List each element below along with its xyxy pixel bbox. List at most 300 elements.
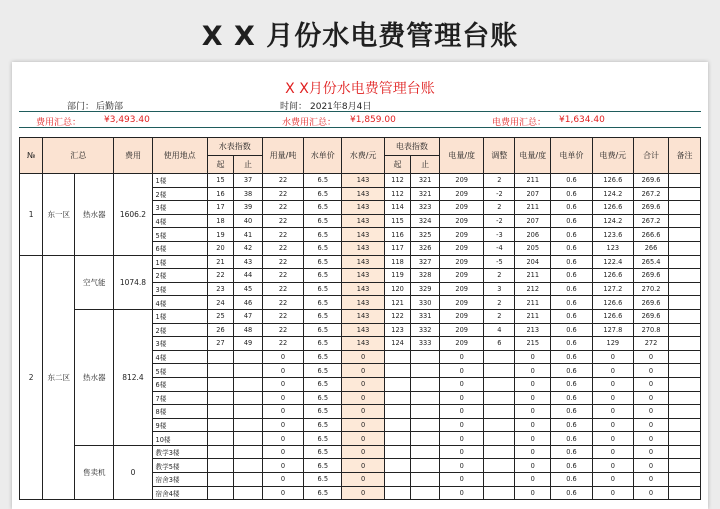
water-fee-cell: 143 (342, 201, 384, 215)
row-total-cell: 269.6 (634, 174, 669, 188)
row-total-cell: 0 (634, 486, 669, 500)
power-price-cell: 0.6 (551, 350, 592, 364)
power-start-cell (384, 405, 411, 419)
adjust-cell (484, 350, 515, 364)
row-total-cell: 270.8 (634, 323, 669, 337)
header-water-price: 水单价 (304, 138, 342, 174)
adjust-cell: -3 (484, 228, 515, 242)
ledger-sheet (12, 62, 708, 509)
power-adjusted-cell: 0 (515, 473, 551, 487)
power-usage-cell: 209 (439, 309, 484, 323)
water-start-cell: 20 (207, 241, 234, 255)
water-price-cell: 6.5 (304, 241, 342, 255)
adjust-cell (484, 473, 515, 487)
time-value: 2021年8月4日 (310, 102, 372, 112)
power-price-cell: 0.6 (551, 459, 592, 473)
note-cell (669, 473, 701, 487)
water-fee-cell: 0 (342, 364, 384, 378)
power-price-cell: 0.6 (551, 364, 592, 378)
power-usage-cell: 0 (439, 418, 484, 432)
water-start-cell (207, 364, 234, 378)
water-usage-cell: 22 (262, 187, 303, 201)
water-usage-cell: 22 (262, 228, 303, 242)
device-cost: 812.4 (114, 309, 152, 445)
power-price-cell: 0.6 (551, 214, 592, 228)
water-end-cell: 40 (234, 214, 263, 228)
row-total-cell: 0 (634, 459, 669, 473)
time-label: 时间： (280, 102, 308, 112)
adjust-cell: -2 (484, 214, 515, 228)
power-adjusted-cell: 215 (515, 337, 551, 351)
power-fee-cell: 124.2 (592, 214, 633, 228)
water-fee-cell: 143 (342, 241, 384, 255)
device-cost: 1606.2 (114, 174, 152, 256)
power-end-cell (411, 486, 440, 500)
water-end-cell: 45 (234, 282, 263, 296)
power-start-cell (384, 377, 411, 391)
power-end-cell: 330 (411, 296, 440, 310)
water-start-cell: 26 (207, 323, 234, 337)
power-end-cell (411, 473, 440, 487)
power-usage-cell: 0 (439, 459, 484, 473)
power-end-cell (411, 391, 440, 405)
adjust-cell (484, 364, 515, 378)
water-price-cell: 6.5 (304, 418, 342, 432)
water-end-cell: 41 (234, 228, 263, 242)
water-usage-cell: 0 (262, 418, 303, 432)
power-start-cell: 112 (384, 174, 411, 188)
water-fee-cell: 0 (342, 391, 384, 405)
note-cell (669, 350, 701, 364)
power-price-cell: 0.6 (551, 391, 592, 405)
note-cell (669, 296, 701, 310)
power-price-cell: 0.6 (551, 405, 592, 419)
water-start-cell: 21 (207, 255, 234, 269)
water-start-cell (207, 459, 234, 473)
note-cell (669, 323, 701, 337)
power-fee-cell: 127.2 (592, 282, 633, 296)
water-end-cell: 49 (234, 337, 263, 351)
note-cell (669, 391, 701, 405)
power-end-cell: 323 (411, 201, 440, 215)
adjust-cell: 3 (484, 282, 515, 296)
water-fee-cell: 0 (342, 445, 384, 459)
water-usage-cell: 22 (262, 282, 303, 296)
power-fee-cell: 126.6 (592, 174, 633, 188)
row-total-cell: 267.2 (634, 214, 669, 228)
power-fee-cell: 0 (592, 432, 633, 446)
power-fee-cell: 122.4 (592, 255, 633, 269)
power-fee-cell: 124.2 (592, 187, 633, 201)
power-adjusted-cell: 0 (515, 445, 551, 459)
device-cost: 0 (114, 445, 152, 499)
power-usage-cell: 0 (439, 473, 484, 487)
row-total-cell: 0 (634, 391, 669, 405)
water-price-cell: 6.5 (304, 255, 342, 269)
water-price-cell: 6.5 (304, 459, 342, 473)
power-price-cell: 0.6 (551, 473, 592, 487)
group-area: 东一区 (43, 174, 75, 256)
row-total-cell: 0 (634, 418, 669, 432)
note-cell (669, 228, 701, 242)
water-start-cell: 19 (207, 228, 234, 242)
row-total-cell: 266.6 (634, 228, 669, 242)
group-number: 1 (20, 174, 43, 256)
power-end-cell: 321 (411, 174, 440, 188)
adjust-cell: 2 (484, 201, 515, 215)
water-fee-cell: 0 (342, 432, 384, 446)
power-start-cell (384, 473, 411, 487)
power-fee-cell: 0 (592, 350, 633, 364)
water-start-cell (207, 405, 234, 419)
water-usage-cell: 0 (262, 432, 303, 446)
power-price-cell: 0.6 (551, 187, 592, 201)
power-price-cell: 0.6 (551, 486, 592, 500)
power-usage-cell: 209 (439, 174, 484, 188)
power-start-cell: 114 (384, 201, 411, 215)
power-adjusted-cell: 204 (515, 255, 551, 269)
location-cell: 8楼 (152, 405, 207, 419)
power-start-cell: 119 (384, 269, 411, 283)
water-end-cell (234, 473, 263, 487)
water-fee-cell: 0 (342, 486, 384, 500)
water-usage-cell: 22 (262, 337, 303, 351)
location-cell: 1楼 (152, 174, 207, 188)
water-end-cell: 46 (234, 296, 263, 310)
device-type: 热水器 (75, 174, 114, 256)
location-cell: 4楼 (152, 214, 207, 228)
location-cell: 3楼 (152, 337, 207, 351)
water-usage-cell: 0 (262, 364, 303, 378)
water-end-cell (234, 405, 263, 419)
water-price-cell: 6.5 (304, 323, 342, 337)
location-cell: 2楼 (152, 187, 207, 201)
water-end-cell (234, 445, 263, 459)
note-cell (669, 337, 701, 351)
header-power-price: 电单价 (551, 138, 592, 174)
power-fee-cell: 0 (592, 405, 633, 419)
row-total-cell: 0 (634, 377, 669, 391)
power-adjusted-cell: 0 (515, 486, 551, 500)
power-end-cell (411, 377, 440, 391)
water-usage-cell: 22 (262, 296, 303, 310)
water-price-cell: 6.5 (304, 350, 342, 364)
power-usage-cell: 209 (439, 255, 484, 269)
row-total-cell: 269.6 (634, 296, 669, 310)
water-end-cell: 48 (234, 323, 263, 337)
power-adjusted-cell: 0 (515, 364, 551, 378)
header-note: 备注 (669, 138, 701, 174)
water-fee-cell: 143 (342, 228, 384, 242)
note-cell (669, 174, 701, 188)
water-usage-cell: 0 (262, 405, 303, 419)
water-price-cell: 6.5 (304, 364, 342, 378)
header-water-meter: 水表指数 (207, 138, 262, 156)
location-cell: 宿舍3楼 (152, 473, 207, 487)
power-end-cell (411, 432, 440, 446)
totals-divider (19, 127, 701, 128)
power-adjusted-cell: 211 (515, 174, 551, 188)
water-usage-cell: 0 (262, 486, 303, 500)
power-usage-cell: 0 (439, 364, 484, 378)
water-price-cell: 6.5 (304, 201, 342, 215)
water-start-cell (207, 473, 234, 487)
power-usage-cell: 209 (439, 337, 484, 351)
water-price-cell: 6.5 (304, 337, 342, 351)
power-end-cell: 328 (411, 269, 440, 283)
department-value: 后勤部 (96, 102, 124, 112)
power-end-cell: 321 (411, 187, 440, 201)
power-adjusted-cell: 0 (515, 418, 551, 432)
power-price-cell: 0.6 (551, 241, 592, 255)
adjust-cell (484, 459, 515, 473)
row-total-cell: 267.2 (634, 187, 669, 201)
water-end-cell: 37 (234, 174, 263, 188)
water-usage-cell: 0 (262, 350, 303, 364)
note-cell (669, 241, 701, 255)
power-adjusted-cell: 211 (515, 309, 551, 323)
adjust-cell: 2 (484, 309, 515, 323)
power-price-cell: 0.6 (551, 201, 592, 215)
water-price-cell: 6.5 (304, 473, 342, 487)
power-adjusted-cell: 206 (515, 228, 551, 242)
water-usage-cell: 22 (262, 309, 303, 323)
water-end-cell (234, 364, 263, 378)
water-start-cell: 27 (207, 337, 234, 351)
power-end-cell (411, 459, 440, 473)
power-fee-cell: 0 (592, 391, 633, 405)
power-adjusted-cell: 207 (515, 187, 551, 201)
location-cell: 3楼 (152, 201, 207, 215)
note-cell (669, 269, 701, 283)
header-water-start: 起 (207, 156, 234, 174)
location-cell: 9楼 (152, 418, 207, 432)
water-end-cell (234, 350, 263, 364)
power-end-cell: 327 (411, 255, 440, 269)
power-price-cell: 0.6 (551, 269, 592, 283)
adjust-cell (484, 391, 515, 405)
water-fee-cell: 143 (342, 187, 384, 201)
row-total-cell: 0 (634, 445, 669, 459)
water-fee-cell: 143 (342, 282, 384, 296)
device-type: 空气能 (75, 255, 114, 309)
water-price-cell: 6.5 (304, 174, 342, 188)
water-price-cell: 6.5 (304, 296, 342, 310)
power-fee-cell: 123 (592, 241, 633, 255)
header-power-fee: 电费/元 (592, 138, 633, 174)
water-start-cell: 17 (207, 201, 234, 215)
water-fee-cell: 0 (342, 418, 384, 432)
header-location: 使用地点 (152, 138, 207, 174)
power-usage-cell: 209 (439, 241, 484, 255)
power-end-cell (411, 405, 440, 419)
power-start-cell (384, 350, 411, 364)
power-adjusted-cell: 0 (515, 405, 551, 419)
total-value: ¥3,493.40 (104, 115, 150, 125)
power-end-cell (411, 364, 440, 378)
power-end-cell: 333 (411, 337, 440, 351)
note-cell (669, 377, 701, 391)
header-power-start: 起 (384, 156, 411, 174)
power-start-cell (384, 364, 411, 378)
water-fee-cell: 0 (342, 459, 384, 473)
header-cost: 费用 (114, 138, 152, 174)
power-fee-cell: 126.6 (592, 201, 633, 215)
adjust-cell: 2 (484, 174, 515, 188)
header-adjust: 调整 (484, 138, 515, 174)
header-no: № (20, 138, 43, 174)
water-price-cell: 6.5 (304, 309, 342, 323)
note-cell (669, 201, 701, 215)
power-fee-cell: 0 (592, 418, 633, 432)
water-price-cell: 6.5 (304, 391, 342, 405)
ledger-table (19, 137, 701, 500)
power-usage-cell: 0 (439, 405, 484, 419)
water-price-cell: 6.5 (304, 228, 342, 242)
adjust-cell (484, 445, 515, 459)
power-fee-cell: 123.6 (592, 228, 633, 242)
water-start-cell (207, 486, 234, 500)
adjust-cell (484, 486, 515, 500)
water-end-cell (234, 486, 263, 500)
note-cell (669, 187, 701, 201)
row-total-cell: 0 (634, 432, 669, 446)
power-usage-cell: 0 (439, 391, 484, 405)
sheet-title: X X月份水电费管理台账 (285, 81, 435, 97)
location-cell: 教学5楼 (152, 459, 207, 473)
power-start-cell: 122 (384, 309, 411, 323)
power-usage-cell: 209 (439, 282, 484, 296)
water-end-cell: 42 (234, 241, 263, 255)
power-usage-cell: 0 (439, 350, 484, 364)
total-label: 费用汇总： (36, 118, 82, 128)
water-start-cell: 24 (207, 296, 234, 310)
power-usage-cell: 209 (439, 228, 484, 242)
power-end-cell (411, 418, 440, 432)
water-total-label: 水费用汇总： (282, 118, 337, 128)
power-usage-cell: 0 (439, 445, 484, 459)
note-cell (669, 459, 701, 473)
water-start-cell: 23 (207, 282, 234, 296)
water-start-cell (207, 350, 234, 364)
water-start-cell: 25 (207, 309, 234, 323)
location-cell: 教学3楼 (152, 445, 207, 459)
power-end-cell: 331 (411, 309, 440, 323)
row-total-cell: 272 (634, 337, 669, 351)
adjust-cell: -5 (484, 255, 515, 269)
row-total-cell: 270.2 (634, 282, 669, 296)
power-usage-cell: 209 (439, 201, 484, 215)
power-price-cell: 0.6 (551, 432, 592, 446)
power-adjusted-cell: 211 (515, 296, 551, 310)
water-usage-cell: 22 (262, 241, 303, 255)
row-total-cell: 269.6 (634, 201, 669, 215)
power-price-cell: 0.6 (551, 445, 592, 459)
water-end-cell: 47 (234, 309, 263, 323)
power-fee-cell: 129 (592, 337, 633, 351)
adjust-cell: 2 (484, 296, 515, 310)
power-start-cell: 123 (384, 323, 411, 337)
note-cell (669, 445, 701, 459)
adjust-cell: -4 (484, 241, 515, 255)
header-summary: 汇总 (43, 138, 114, 174)
water-end-cell (234, 432, 263, 446)
note-cell (669, 364, 701, 378)
power-price-cell: 0.6 (551, 377, 592, 391)
header-power-adjusted: 电量/度 (515, 138, 551, 174)
row-total-cell: 269.6 (634, 269, 669, 283)
header-water-usage: 用量/吨 (262, 138, 303, 174)
water-start-cell: 16 (207, 187, 234, 201)
power-adjusted-cell: 211 (515, 269, 551, 283)
location-cell: 10楼 (152, 432, 207, 446)
adjust-cell: -2 (484, 187, 515, 201)
water-price-cell: 6.5 (304, 282, 342, 296)
group-number: 2 (20, 255, 43, 500)
water-end-cell: 43 (234, 255, 263, 269)
location-cell: 2楼 (152, 269, 207, 283)
power-fee-cell: 0 (592, 486, 633, 500)
water-start-cell (207, 377, 234, 391)
power-fee-cell: 0 (592, 459, 633, 473)
power-fee-cell: 127.8 (592, 323, 633, 337)
adjust-cell: 6 (484, 337, 515, 351)
device-cost: 1074.8 (114, 255, 152, 309)
note-cell (669, 255, 701, 269)
location-cell: 1楼 (152, 309, 207, 323)
power-adjusted-cell: 0 (515, 350, 551, 364)
water-usage-cell: 22 (262, 174, 303, 188)
power-usage-cell: 209 (439, 187, 484, 201)
note-cell (669, 418, 701, 432)
power-fee-cell: 0 (592, 445, 633, 459)
note-cell (669, 486, 701, 500)
water-start-cell (207, 445, 234, 459)
water-price-cell: 6.5 (304, 377, 342, 391)
power-adjusted-cell: 205 (515, 241, 551, 255)
power-end-cell (411, 445, 440, 459)
location-cell: 2楼 (152, 323, 207, 337)
water-fee-cell: 0 (342, 377, 384, 391)
water-price-cell: 6.5 (304, 405, 342, 419)
power-usage-cell: 209 (439, 269, 484, 283)
location-cell: 7楼 (152, 391, 207, 405)
power-start-cell: 112 (384, 187, 411, 201)
note-cell (669, 214, 701, 228)
water-fee-cell: 143 (342, 323, 384, 337)
location-cell: 3楼 (152, 282, 207, 296)
power-start-cell (384, 432, 411, 446)
location-cell: 5楼 (152, 228, 207, 242)
power-end-cell: 329 (411, 282, 440, 296)
power-start-cell: 124 (384, 337, 411, 351)
water-price-cell: 6.5 (304, 214, 342, 228)
water-start-cell (207, 418, 234, 432)
note-cell (669, 432, 701, 446)
power-price-cell: 0.6 (551, 309, 592, 323)
adjust-cell (484, 377, 515, 391)
row-total-cell: 265.4 (634, 255, 669, 269)
power-adjusted-cell: 0 (515, 459, 551, 473)
power-fee-cell: 0 (592, 364, 633, 378)
row-total-cell: 0 (634, 350, 669, 364)
water-start-cell: 22 (207, 269, 234, 283)
power-price-cell: 0.6 (551, 296, 592, 310)
power-fee-cell: 126.6 (592, 296, 633, 310)
power-adjusted-cell: 0 (515, 377, 551, 391)
power-fee-cell: 0 (592, 473, 633, 487)
info-divider (19, 111, 701, 112)
